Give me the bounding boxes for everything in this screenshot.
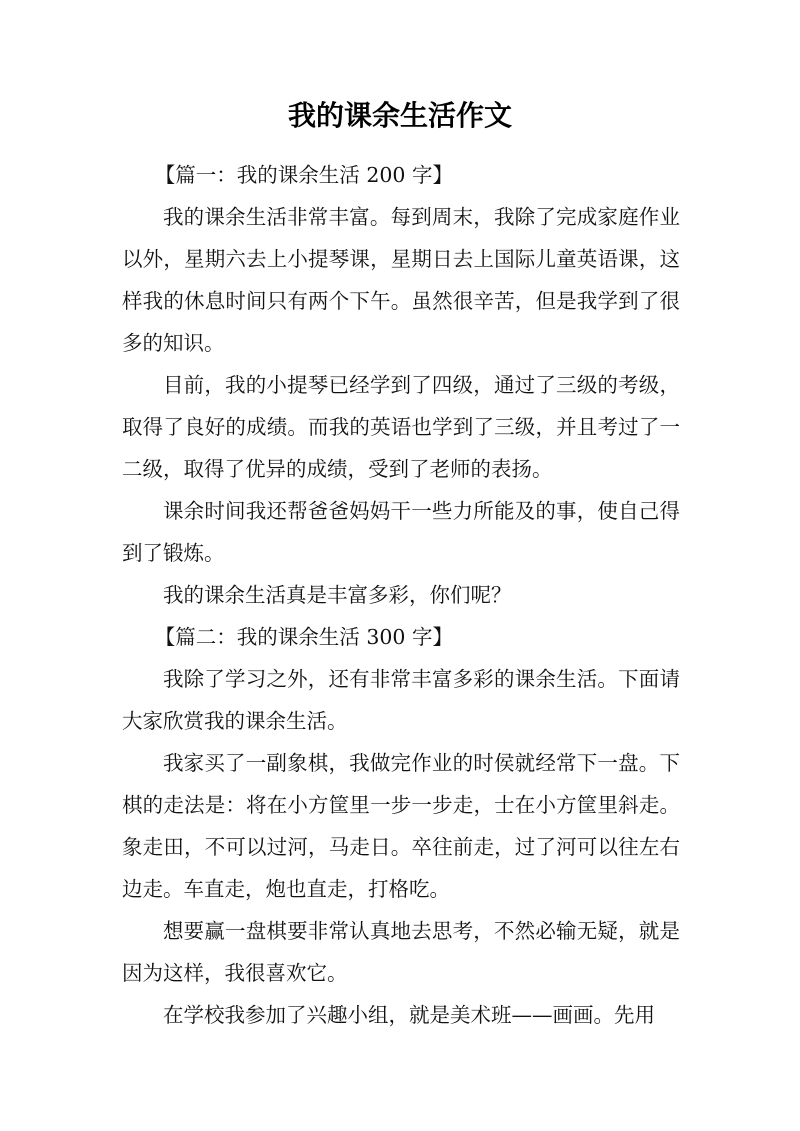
document-title: 我的课余生活作文 [287,99,512,132]
section-heading-2: 【篇二：我的课余生活 300 字】 [154,625,453,649]
paragraph: 在学校我参加了兴趣小组，就是美术班——画画。先用 [163,1003,655,1027]
paragraph: 我的课余生活真是丰富多彩，你们呢？ [163,583,512,607]
paragraph: 我的课余生活非常丰富。每到周末，我除了完成家庭作业以外，星期六去上小提琴课，星期日去上国际儿童英语课，这样我的休息时间只有两个下午。虽然很辛苦，但是我学到了很多的知识。 [122,205,680,355]
paragraph: 课余时间我还帮爸爸妈妈干一些力所能及的事，使自己得到了锻炼。 [122,499,680,565]
document-body [122,154,680,1036]
paragraph: 我除了学习之外，还有非常丰富多彩的课余生活。下面请大家欣赏我的课余生活。 [122,667,680,733]
paragraph: 我家买了一副象棋，我做完作业的时侯就经常下一盘。下棋的走法是：将在小方筐里一步一步走，士在小方筐里斜走。象走田，不可以过河，马走日。卒往前走，过了河可以往左右边走。车直走，炮也直走，打格吃。 [122,751,680,901]
section-heading-1: 【篇一：我的课余生活 200 字】 [154,163,453,187]
paragraph: 目前，我的小提琴已经学到了四级，通过了三级的考级，取得了良好的成绩。而我的英语也学到了三级，并且考过了一二级，取得了优异的成绩，受到了老师的表扬。 [122,373,680,481]
paragraph: 想要赢一盘棋要非常认真地去思考，不然必输无疑，就是因为这样，我很喜欢它。 [122,919,680,985]
